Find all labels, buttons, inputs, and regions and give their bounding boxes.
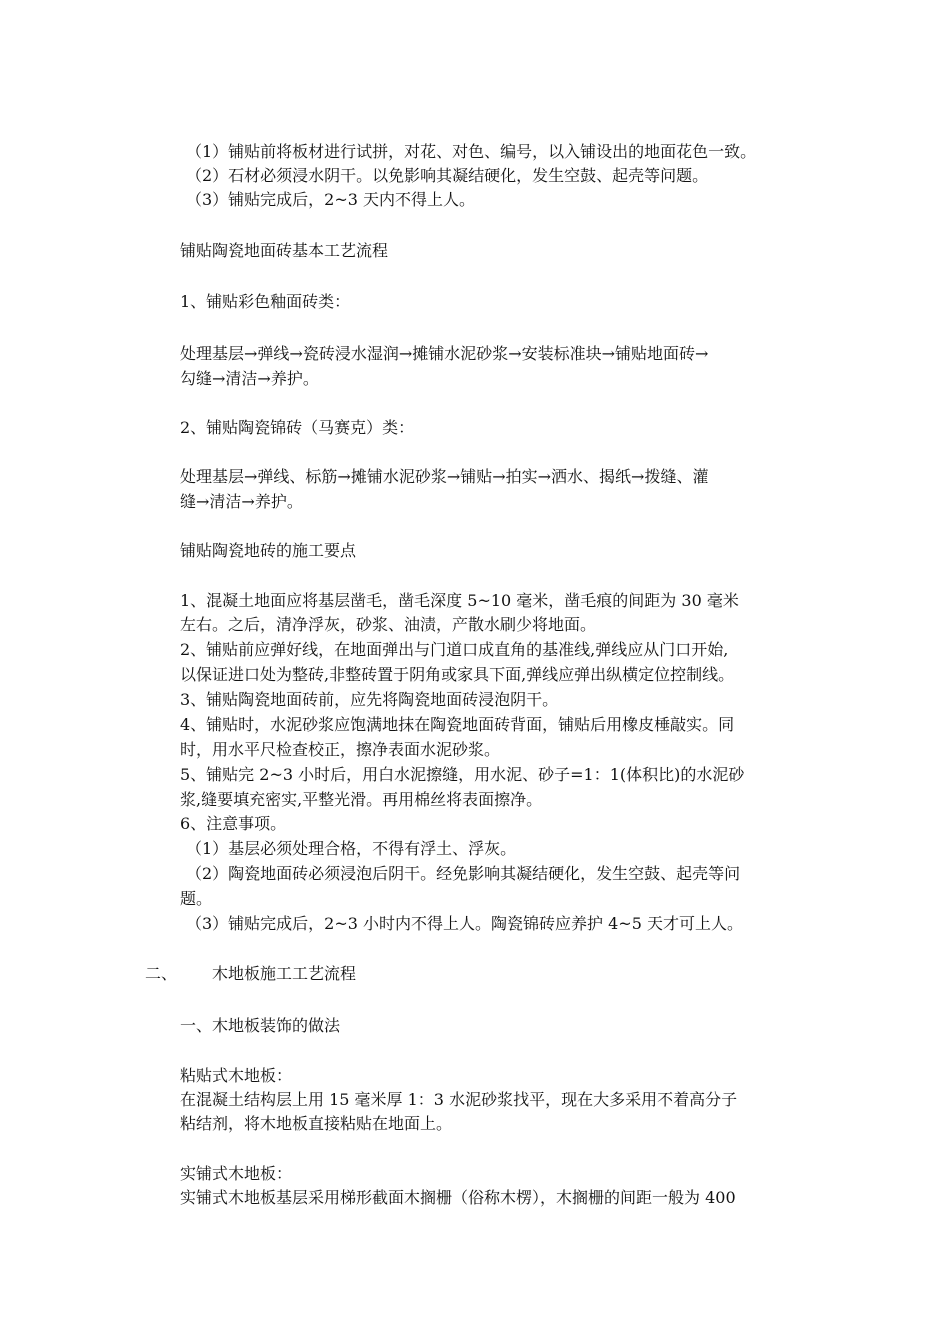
mosaic-flow-line-1: 处理基层→弹线、标筋→摊铺水泥砂浆→铺贴→拍实→洒水、揭纸→拨缝、灌 [180, 467, 709, 486]
ceramic-point-line: 5、铺贴完 2~3 小时后，用白水泥擦缝，用水泥、砂子=1：1(体积比)的水泥砂 [180, 765, 745, 784]
ceramic-point-line: 左右。之后，清净浮灰，砂浆、油渍，产散水刷少将地面。 [180, 615, 597, 634]
ceramic-note: （3）铺贴完成后，2~3 小时内不得上人。陶瓷锦砖应养护 4~5 天才可上人。 [186, 914, 743, 933]
ceramic-point-line: 以保证进口处为整砖,非整砖置于阴角或家具下面,弹线应弹出纵横定位控制线。 [180, 665, 735, 684]
solid-floor-title: 实铺式木地板： [180, 1164, 293, 1183]
ceramic-point-line: 2、铺贴前应弹好线，在地面弹出与门道口成直角的基准线,弹线应从门口开始, [180, 640, 729, 659]
ceramic-point-line: 时，用水平尺检查校正，擦净表面水泥砂浆。 [180, 740, 501, 759]
stone-note-1: （1）铺贴前将板材进行试拼，对花、对色、编号，以入铺设出的地面花色一致。 [186, 142, 757, 161]
ceramic-note: （2）陶瓷地面砖必须浸泡后阴干。经免影响其凝结硬化，发生空鼓、起壳等问 [186, 864, 741, 883]
section-title: 木地板施工工艺流程 [212, 964, 357, 983]
stone-note-2: （2）石材必须浸水阴干。以免影响其凝结硬化，发生空鼓、起壳等问题。 [186, 166, 709, 185]
ceramic-note: 题。 [180, 889, 213, 908]
ceramic-point-line: 6、注意事项。 [180, 814, 287, 833]
glued-floor-title: 粘贴式木地板： [180, 1066, 293, 1085]
ceramic-point-line: 1、混凝土地面应将基层凿毛，凿毛深度 5~10 毫米，凿毛痕的间距为 30 毫米 [180, 591, 739, 610]
mosaic-flow-line-2: 缝→清洁→养护。 [180, 492, 303, 511]
ceramic-point-line: 浆,缝要填充密实,平整光滑。再用棉丝将表面擦净。 [180, 790, 543, 809]
glued-floor-text-line-1: 在混凝土结构层上用 15 毫米厚 1：3 水泥砂浆找平，现在大多采用不着高分子 [180, 1090, 738, 1109]
ceramic-points-heading: 铺贴陶瓷地砖的施工要点 [180, 541, 357, 560]
glazed-tile-flow-line-2: 勾缝→清洁→养护。 [180, 369, 319, 388]
stone-note-3: （3）铺贴完成后，2~3 天内不得上人。 [186, 190, 476, 209]
ceramic-point-line: 3、铺贴陶瓷地面砖前，应先将陶瓷地面砖浸泡阴干。 [180, 690, 559, 709]
ceramic-note: （1）基层必须处理合格，不得有浮土、浮灰。 [186, 839, 517, 858]
ceramic-process-heading: 铺贴陶瓷地面砖基本工艺流程 [180, 241, 389, 260]
wood-floor-subheading: 一、木地板装饰的做法 [180, 1016, 341, 1035]
mosaic-title: 2、铺贴陶瓷锦砖（马赛克）类： [180, 418, 415, 437]
glazed-tile-flow-line-1: 处理基层→弹线→瓷砖浸水湿润→摊铺水泥砂浆→安装标准块→铺贴地面砖→ [180, 344, 709, 363]
solid-floor-text-line-1: 实铺式木地板基层采用梯形截面木搁栅（俗称木楞），木搁栅的间距一般为 400 [180, 1188, 736, 1207]
glued-floor-text-line-2: 粘结剂，将木地板直接粘贴在地面上。 [180, 1114, 453, 1133]
ceramic-point-line: 4、铺贴时，水泥砂浆应饱满地抹在陶瓷地面砖背面，铺贴后用橡皮棰敲实。同 [180, 715, 735, 734]
glazed-tile-title: 1、铺贴彩色釉面砖类： [180, 292, 351, 311]
section-number: 二、 [145, 964, 178, 983]
